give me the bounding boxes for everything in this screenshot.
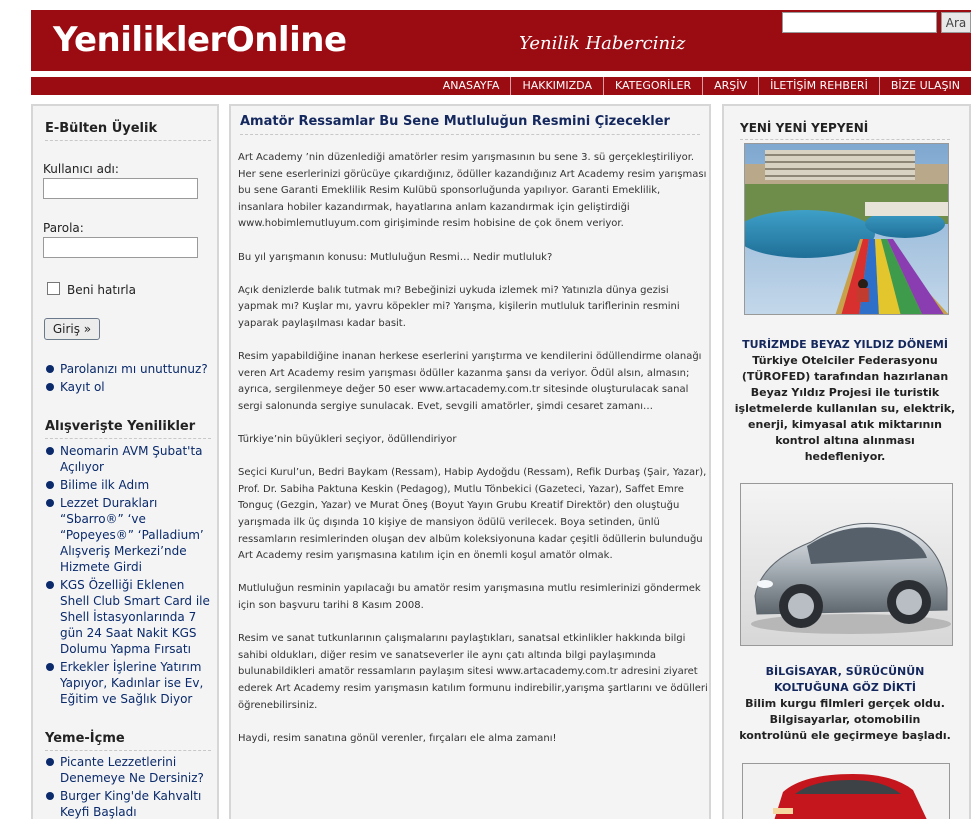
- list-item[interactable]: Picante Lezzetlerini Denemeye Ne Dersiniz?: [45, 754, 210, 786]
- news-body-computer-car: Bilim kurgu filmleri gerçek oldu. Bilgisayarlar, otomobilin kontrolünü ele geçirmeye başladı.: [739, 697, 951, 742]
- news-title-tourism[interactable]: TURİZMDE BEYAZ YILDIZ DÖNEMİ: [742, 338, 948, 351]
- article-panel: [229, 104, 711, 819]
- article-paragraph: Haydi, resim sanatına gönül verenler, fırçaları ele alma zamanı!: [238, 732, 557, 744]
- nav-item-categories[interactable]: KATEGORİLER: [603, 77, 702, 95]
- list-item[interactable]: Bilime ilk Adım: [45, 477, 210, 493]
- site-logo[interactable]: YeniliklerOnline: [53, 20, 347, 60]
- right-sidebar: [722, 104, 971, 819]
- new-stuff-title: YENİ YENİ YEPYENİ: [740, 121, 950, 140]
- register-link[interactable]: Kayıt ol: [45, 379, 210, 395]
- news-body-tourism: Türkiye Otelciler Federasyonu (TÜROFED) tarafından hazırlanan Beyaz Yıldız Projesi ile turistik işletmelerde kullanılan su, elektrik, enerji, kimyasal atık miktarının kontrol altına alınması hedefleniyor.: [734, 354, 956, 463]
- article-paragraph: Art Academy ’nin düzenlediği amatörler resim yarışmasının bu sene 3. sü gerçekleştiriliyor. Her sene eserlerinizi görücüye çıkardığınız, ödüller kazandığınız Art Academy resim yarışması bu sene Garanti Emeklilik Resim Kulübü sponsorluğunda yapılıyor. Garanti Emeklilik, insanlara hobiler kazandırmak, hayatlarına anlam kazandırmak için geliştirdiği www.hobimlemutluyum.com girişiminde resim hobisine de çok önem veriyor.: [238, 152, 707, 230]
- password-label: Parola:: [43, 221, 84, 235]
- article-paragraph: Resim yapabildiğine inanan herkese eserlerini yarıştırma ve kendilerini ödüllendirme olanağı veren Art Academy resim yarışması ödüller kazanma şansı da veriyor. Ödül alsın, almasın; ayrıca, sergilenmeye değer 50 eser www.artacademy.com.tr sitesinde oluşturulacak sanal sergi salonunda sergiye sunulacak. Evet, sevgili amatörler, şimdi cesaret zamanı…: [238, 351, 702, 412]
- remember-me-label: Beni hatırla: [67, 283, 136, 297]
- site-tagline: Yenilik Haberciniz: [519, 33, 686, 54]
- food-section-title: Yeme-İçme: [45, 731, 211, 751]
- article-title[interactable]: Amatör Ressamlar Bu Sene Mutluluğun Resmini Çizecekler: [240, 114, 670, 129]
- search-button[interactable]: Ara: [941, 12, 971, 33]
- article-paragraph: Açık denizlerde balık tutmak mı? Bebeğinizi uykuda izlemek mi? Yatınızla dünya gezisi yapmak mı? Kuşlar mı, yavru köpekler mi? Yarışma, kişilerin mutluluk tariflerinin resmini yaparak paylaşılması kadar basit.: [238, 284, 680, 329]
- username-label: Kullanıcı adı:: [43, 162, 119, 176]
- red-car-image[interactable]: [742, 763, 950, 819]
- nav-item-archive[interactable]: ARŞİV: [702, 77, 758, 95]
- nav-list: [432, 77, 971, 95]
- site-header: [31, 10, 971, 71]
- article-body: [238, 150, 708, 764]
- account-links: [45, 361, 210, 397]
- newsletter-title: E-Bülten Üyelik: [45, 121, 211, 141]
- main-nav: [31, 77, 971, 95]
- nav-item-about[interactable]: HAKKIMIZDA: [510, 77, 603, 95]
- username-input[interactable]: [43, 178, 198, 199]
- article-divider: [240, 134, 700, 135]
- remember-me-checkbox[interactable]: [47, 282, 60, 295]
- login-button[interactable]: Giriş »: [44, 318, 100, 340]
- forgot-password-link[interactable]: Parolanızı mı unuttunuz?: [45, 361, 210, 377]
- list-item[interactable]: Burger King'de Kahvaltı Keyfi Başladı: [45, 788, 210, 819]
- list-item[interactable]: Lezzet Durakları “Sbarro®” ‘ve “Popeyes®” ‘Palladium’ Alışveriş Merkezi’nde Hizmete Girdi: [45, 495, 210, 575]
- list-item[interactable]: KGS Özelliği Eklenen Shell Club Smart Card ile Shell İstasyonlarında 7 gün 24 Saat Nakit KGS Dolumu Yapma Fırsatı: [45, 577, 210, 657]
- list-item[interactable]: Neomarin AVM Şubat'ta Açılıyor: [45, 443, 210, 475]
- article-paragraph: Mutluluğun resminin yapılacağı bu amatör resim yarışmasına mutlu resimlerinizi göndermek için son başvuru tarihi 8 Kasım 2008.: [238, 583, 701, 612]
- nav-item-contact-us[interactable]: BİZE ULAŞIN: [879, 77, 971, 95]
- resort-waterslide-image[interactable]: [744, 143, 949, 315]
- food-news-list: [45, 754, 210, 819]
- password-input[interactable]: [43, 237, 198, 258]
- search-input[interactable]: [782, 12, 937, 33]
- left-sidebar: [31, 104, 219, 819]
- concept-car-image[interactable]: [740, 483, 953, 646]
- shopping-section-title: Alışverişte Yenilikler: [45, 419, 211, 439]
- article-paragraph: Resim ve sanat tutkunlarının çalışmalarını paylaştıkları, sanatsal etkinlikler hakkında bilgi sahibi oldukları, diğer resim ve sanatseverler ile aynı çatı altında bilgi paylaşımında bulunabildikleri amatör ressamların paylaşım sitesi www.artacademy.com.tr adresini ziyaret ederek Art Academy resim yarışmasın katılım formunu indirebilir,yarışma şartlarını ve ödülleri öğrenebilirsiniz.: [238, 633, 708, 711]
- nav-item-contact-guide[interactable]: İLETİŞİM REHBERİ: [758, 77, 879, 95]
- article-paragraph: Bu yıl yarışmanın konusu: Mutluluğun Resmi… Nedir mutluluk?: [238, 251, 553, 263]
- article-paragraph: Seçici Kurul’un, Bedri Baykam (Ressam), Habip Aydoğdu (Ressam), Refik Durbaş (Şair, Yazar), Prof. Dr. Sabiha Paktuna Keskin (Pedagog), Mutlu Tönbekici (Gazeteci, Yazar), Saffet Emre Tonguç (Gezgin, Yazar) ve Murat Öneş (Boyut Yayın Grubu Kreatif Direktör) den oluştuğu yarışmada ilk üç dışında 10 kişiye de mansiyon ödülü verilecek. Boya setinden, ünlü ressamların resimlerinden oluşan dev albüm koleksiyonuna kadar çeşitli ödüllerin bulunduğu Art Academy resim yarışmasına katılım için en önemli koşul amatör olmak.: [238, 467, 707, 562]
- list-item[interactable]: Erkekler İşlerine Yatırım Yapıyor, Kadınlar ise Ev, Eğitim ve Sağlık Diyor: [45, 659, 210, 707]
- nav-item-home[interactable]: ANASAYFA: [442, 79, 500, 92]
- article-paragraph: Türkiye’nin büyükleri seçiyor, ödüllendiriyor: [238, 434, 457, 446]
- news-title-computer-car[interactable]: BİLGİSAYAR, SÜRÜCÜNÜN KOLTUĞUNA GÖZ DİKTİ: [765, 665, 925, 694]
- shopping-news-list: [45, 443, 210, 709]
